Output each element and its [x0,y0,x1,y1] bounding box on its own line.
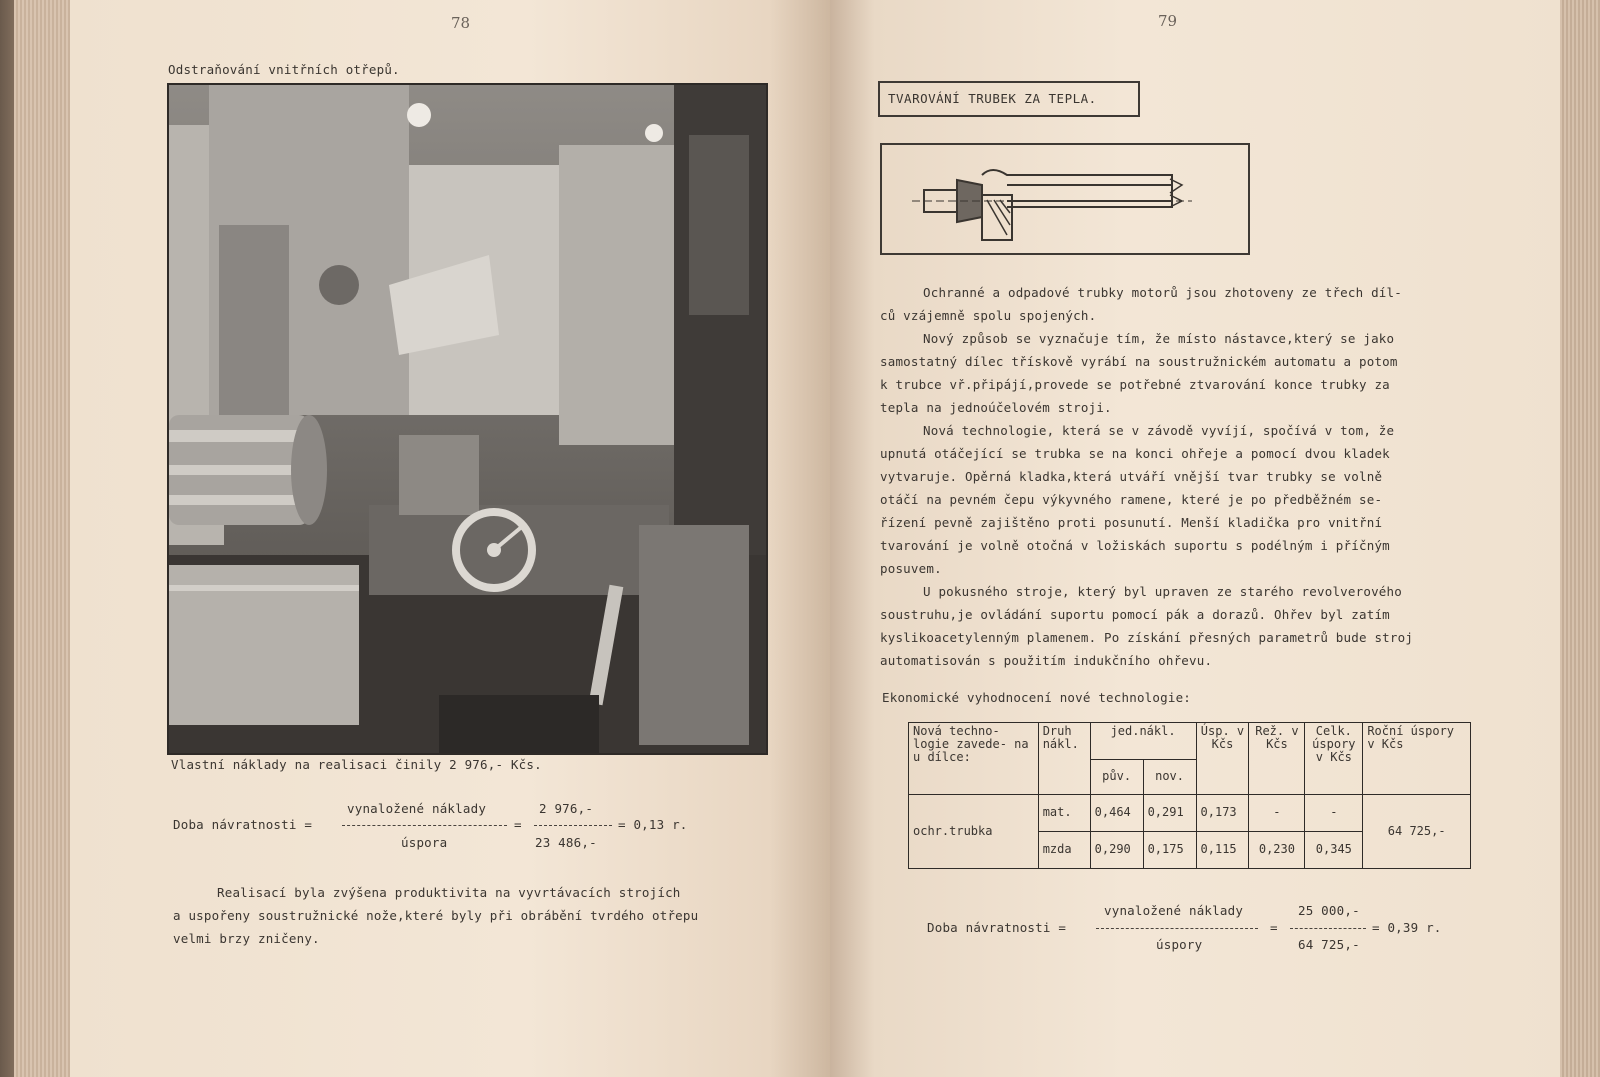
left-heading: Odstraňování vnitřních otřepů. [168,62,400,77]
table-rocni-value: 64 725,- [1363,794,1471,868]
right-formula-numerator-text: vynaložené náklady [1104,903,1244,918]
right-paragraph-line: upnutá otáčející se trubka se na konci ohřeje a pomocí dvou kladek [880,446,1390,461]
page-stack-left [14,0,74,1077]
right-paragraph-line: ců vzájemně spolu spojených. [880,308,1097,323]
right-paragraph-line: Ochranné a odpadové trubky motorů jsou zhotoveny ze třech díl- [923,285,1402,300]
left-formula-line-1 [342,825,507,826]
table-cell: - [1305,794,1363,831]
right-formula-label: Doba návratnosti = [927,920,1067,935]
left-formula-denominator-value: 23 486,- [535,835,597,850]
left-page-number: 78 [451,14,471,32]
right-formula-denominator-text: úspory [1156,937,1203,952]
table-cell: mat. [1038,794,1090,831]
tube-drawing [880,143,1250,255]
right-paragraph-line: otáčí na pevném čepu výkyvného ramene, které je po předběžném se- [880,492,1383,507]
right-paragraph-line: samostatný dílec třískově vyrábí na soustružnickém automatu a potom [880,354,1398,369]
tube-drawing-image [882,145,1248,253]
right-formula-denominator-value: 64 725,- [1298,937,1360,952]
right-paragraph-line: automatisován s použitím indukčního ohřevu. [880,653,1213,668]
table-cell: 0,345 [1305,831,1363,868]
right-paragraph-line: tepla na jednoúčelovém stroji. [880,400,1112,415]
section-title-box [878,81,1140,117]
left-formula-denominator-text: úspora [401,835,448,850]
section-title: TVAROVÁNÍ TRUBEK ZA TEPLA. [888,91,1097,106]
right-paragraph-line: U pokusného stroje, který byl upraven ze starého revolverového [923,584,1402,599]
table-cell: - [1249,794,1305,831]
right-paragraph-line: řízení pevně zajištěno proti posunutí. Menší kladička pro vnitřní [880,515,1383,530]
left-paragraph-line: Realisací byla zvýšena produktivita na vyvrtávacích strojích [217,885,681,900]
table-header-puv: pův. [1090,760,1143,795]
left-formula-numerator-value: 2 976,- [539,801,594,816]
machine-photo [167,83,768,755]
left-paragraph-line: velmi brzy zničeny. [173,931,320,946]
table-cell: 0,230 [1249,831,1305,868]
right-formula-line-1 [1096,928,1258,929]
right-paragraph-line: soustruhu,je ovládání suportu pomocí pák a dorazů. Ohřev byl zatím [880,607,1390,622]
left-formula-line-2 [534,825,612,826]
right-formula-line-2 [1290,928,1366,929]
right-paragraph-line: tvarování je volně otočná v ložiskách suportu s podélným i příčným [880,538,1390,553]
table-header-jed: jed.nákl. [1090,723,1196,760]
table-item: ochr.trubka [909,794,1039,868]
right-formula-equals: = [1270,920,1278,935]
right-formula-result: = 0,39 r. [1372,920,1442,935]
table-cell: 0,175 [1143,831,1196,868]
right-paragraph-line: Nový způsob se vyznačuje tím, že místo nástavce,který se jako [923,331,1395,346]
table-cell: 0,291 [1143,794,1196,831]
left-formula-numerator-text: vynaložené náklady [347,801,487,816]
right-paragraph-line: Nová technologie, která se v závodě vyvíjí, spočívá v tom, že [923,423,1395,438]
table-cell: 0,115 [1196,831,1249,868]
left-formula-label: Doba návratnosti = [173,817,313,832]
table-header-usp: Úsp. v Kčs [1196,723,1249,795]
table-header-rez: Rež. v Kčs [1249,723,1305,795]
table-cell: 0,290 [1090,831,1143,868]
right-paragraph-line: posuvem. [880,561,942,576]
right-paragraph-line: kyslikoacetylenným plamenem. Po získání přesných parametrů bude stroj [880,630,1414,645]
right-page-number: 79 [1158,12,1178,30]
table-header-druh: Druh nákl. [1038,723,1090,795]
table-header-nov: nov. [1143,760,1196,795]
econ-heading: Ekonomické vyhodnocení nové technologie: [882,690,1192,705]
table-cell: 0,464 [1090,794,1143,831]
left-formula-result: = 0,13 r. [618,817,688,832]
photo-caption: Vlastní náklady na realisaci činily 2 976,- Kčs. [171,757,542,772]
right-formula-numerator-value: 25 000,- [1298,903,1360,918]
table-cell: mzda [1038,831,1090,868]
machine-photo-image [169,85,766,753]
table-header-celk: Celk. úspory v Kčs [1305,723,1363,795]
economic-evaluation-table [908,722,1471,869]
left-formula-equals: = [514,817,522,832]
right-paragraph-line: k trubce vř.připájí,provede se potřebné ztvarování konce trubky za [880,377,1390,392]
right-paragraph-line: vytvaruje. Opěrná kladka,která utváří vnější tvar trubky se volně [880,469,1383,484]
left-paragraph-line: a uspořeny soustružnické nože,které byly při obrábění tvrdého otřepu [173,908,699,923]
table-header-item: Nová techno- logie zavede- na u dílce: [909,723,1039,795]
table-header-rocni: Roční úspory v Kčs [1363,723,1471,795]
table-cell: 0,173 [1196,794,1249,831]
page-stack-right [1560,0,1600,1077]
